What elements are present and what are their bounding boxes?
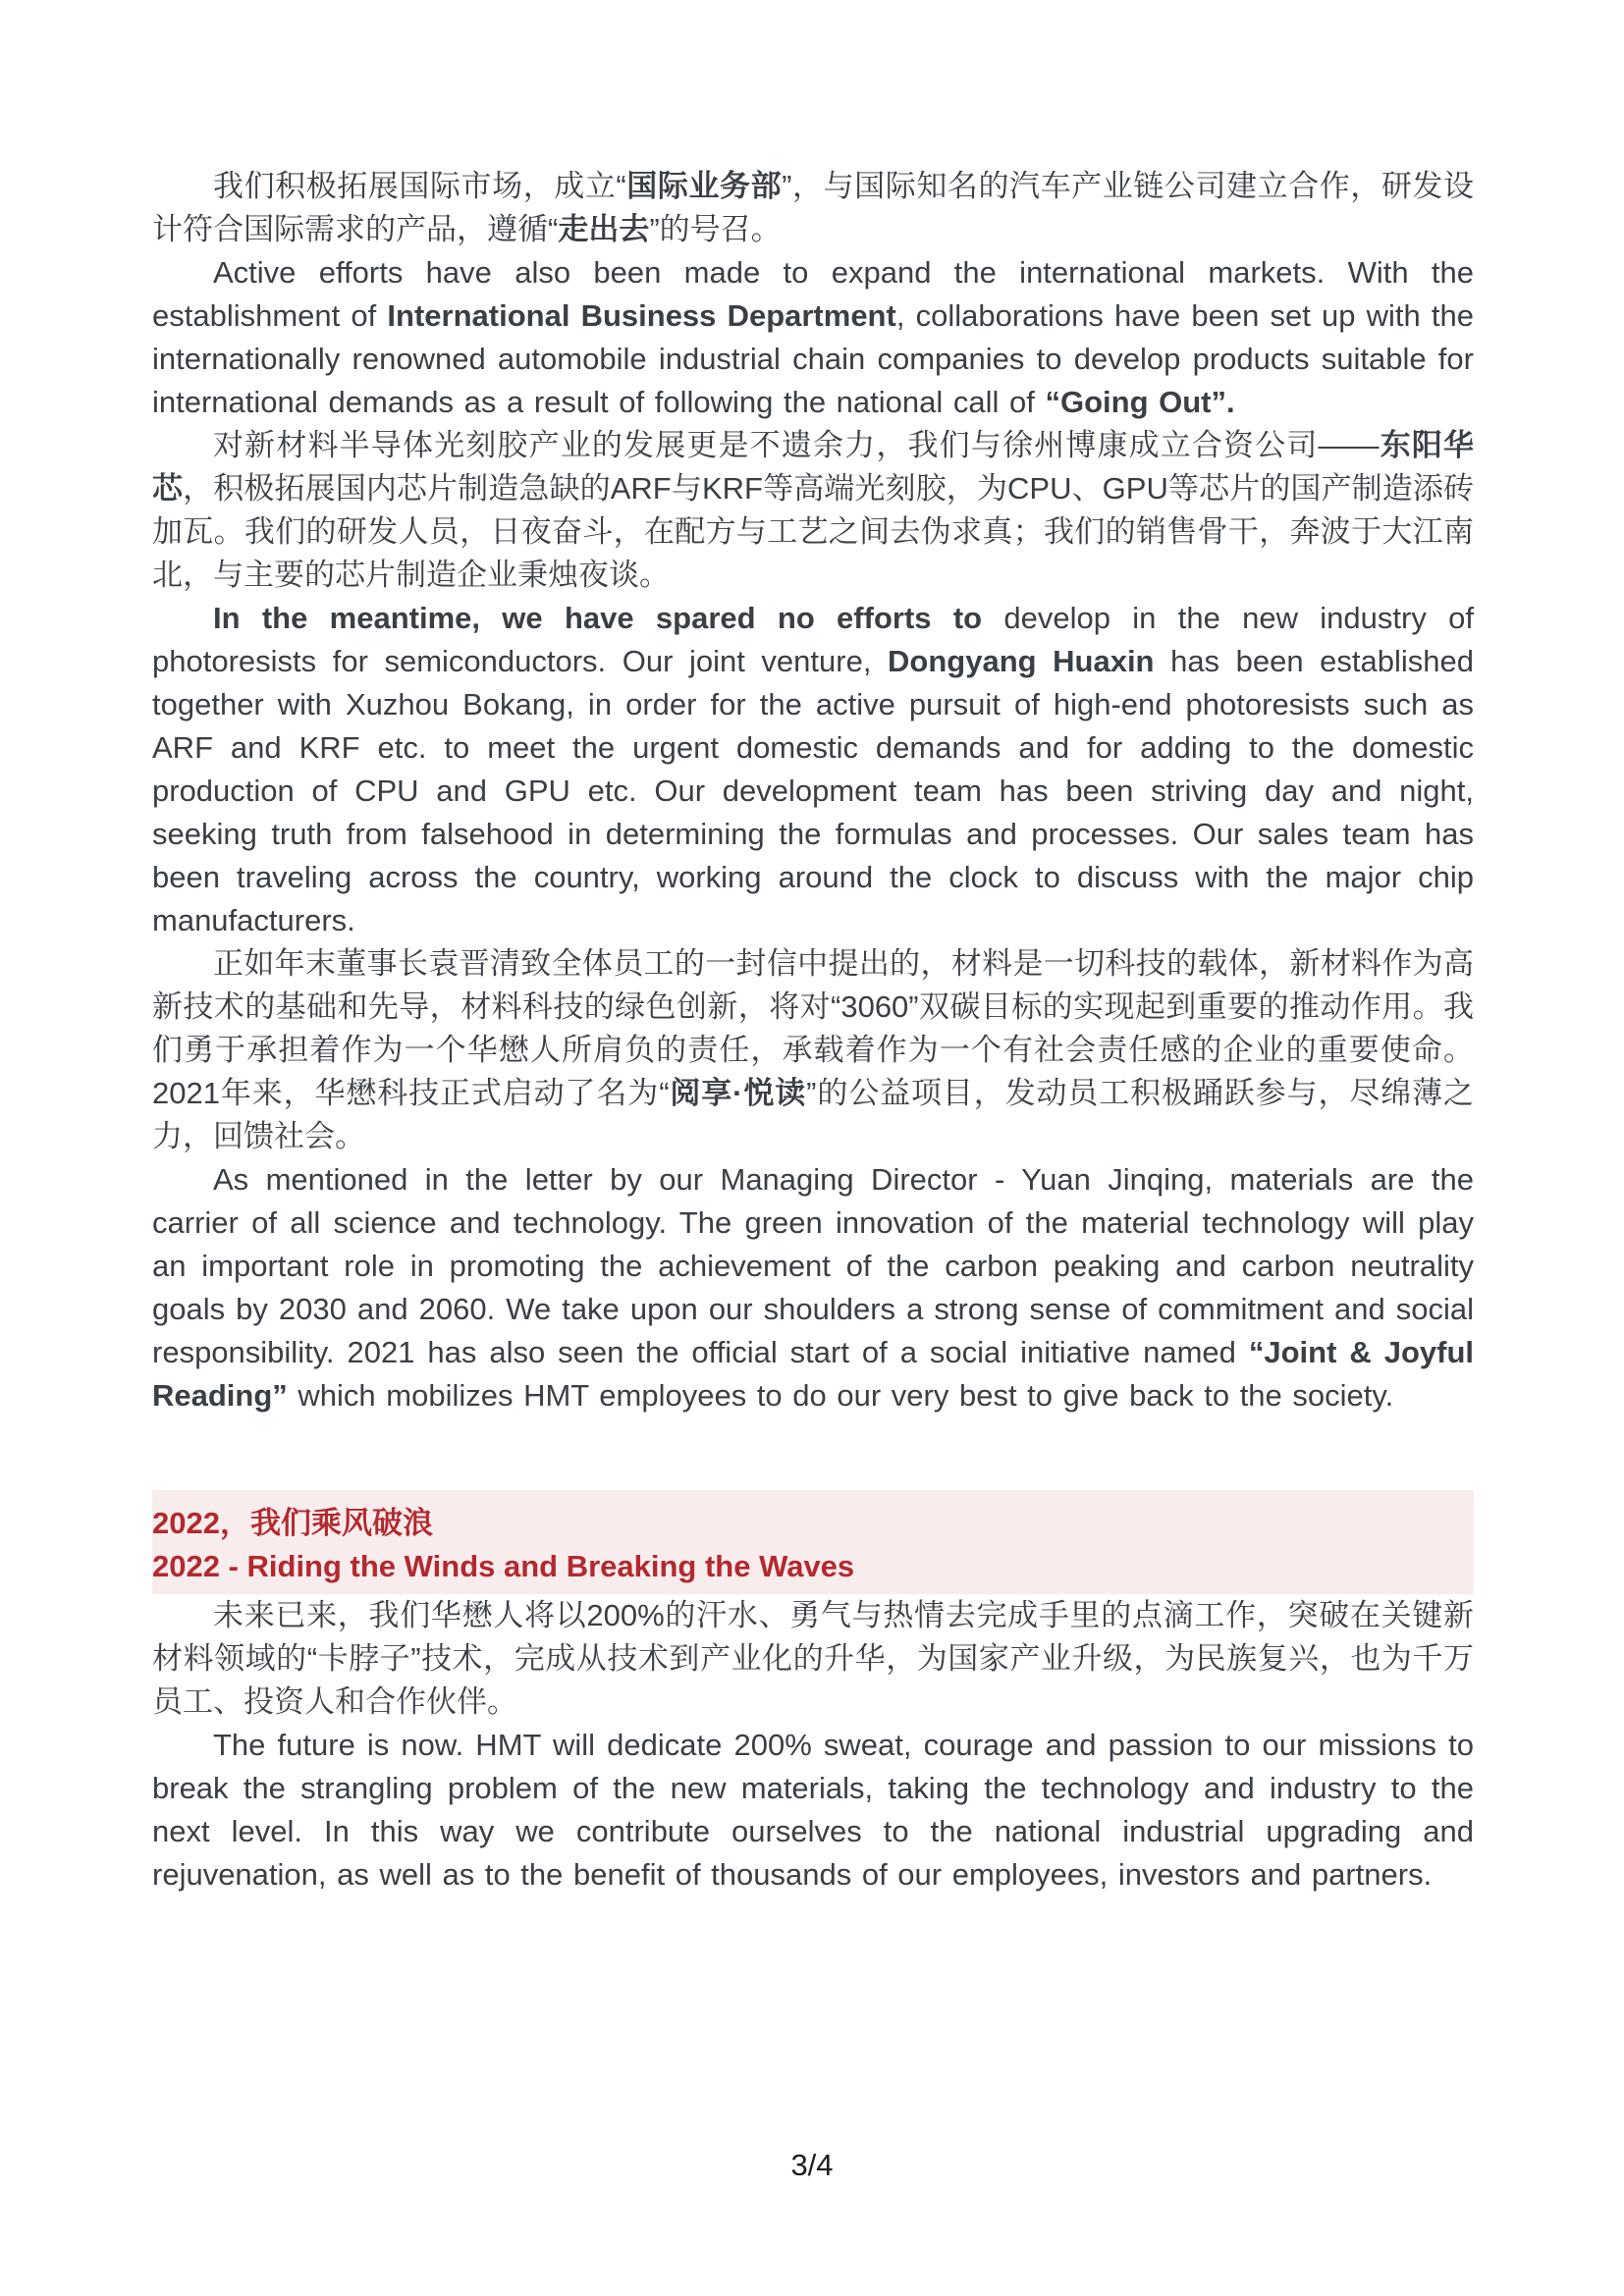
text-segment: , collaborations have been set up with the internationally renowned automobile industrial chain companies to develop products suitable for international demands as a result of following the national call of bbox=[152, 298, 1474, 419]
text-segment: 我们积极拓展国际市场，成立“ bbox=[213, 169, 626, 203]
section-heading-en: 2022 - Riding the Winds and Breaking the Waves bbox=[152, 1549, 855, 1583]
page-number: 3/4 bbox=[790, 2148, 834, 2182]
text-segment: 对新材料半导体光刻胶产业的发展更是不遗余力，我们与徐州博康成立合资公司—— bbox=[213, 428, 1380, 462]
paragraph-en-photoresist bbox=[152, 597, 1474, 942]
bold-segment: In the meantime, we have spared no efforts to bbox=[213, 601, 1004, 635]
paragraph-en-international-market bbox=[152, 251, 1474, 424]
bold-segment: “Going Out”. bbox=[1045, 385, 1235, 419]
bold-segment: 阅享·悦读 bbox=[669, 1076, 807, 1110]
paragraph-en-future bbox=[152, 1724, 1474, 1896]
text-segment: which mobilizes HMT employees to do our very best to give back to the society. bbox=[287, 1378, 1394, 1413]
text-segment: ”的号召。 bbox=[649, 212, 782, 246]
paragraph-zh-social-responsibility bbox=[152, 942, 1474, 1158]
text-segment: has been established together with Xuzhou Bokang, in order for the active pursuit of high-end photoresists such as ARF and KRF etc. to meet the urgent domestic demands and for adding to the domestic production of CPU and GPU etc. Our development team has been striving day and night, seeking truth from falsehood in determining the formulas and processes. Our sales team has been traveling across the country, working around the clock to discuss with the major chip manufacturers. bbox=[152, 644, 1474, 937]
text-segment: Active efforts have also been made to expand the international markets. With the establishment of bbox=[152, 255, 1474, 333]
bold-segment: Dongyang Huaxin bbox=[888, 644, 1155, 678]
bold-segment: 东阳华芯 bbox=[152, 428, 1475, 506]
text-segment: ，积极拓展国内芯片制造急缺的ARF与KRF等高端光刻胶，为CPU、GPU等芯片的国产制造添砖加瓦。我们的研发人员，日夜奋斗，在配方与工艺之间去伪求真；我们的销售骨干，奔波于大江南北，与主要的芯片制造企业秉烛夜谈。 bbox=[152, 471, 1475, 592]
bold-segment: 走出去 bbox=[558, 212, 650, 246]
text-segment: develop in the new industry of photoresists for semiconductors. Our joint venture, bbox=[152, 601, 1474, 678]
paragraph-zh-photoresist bbox=[152, 424, 1474, 597]
document-page bbox=[152, 165, 1474, 1896]
section-heading-block bbox=[152, 1490, 1474, 1594]
text-segment: 正如年末董事长袁晋清致全体员工的一封信中提出的，材料是一切科技的载体，新材料作为高新技术的基础和先导，材料科技的绿色创新，将对“3060”双碳目标的实现起到重要的推动作用。我们勇于承担着作为一个华懋人所肩负的责任，承载着作为一个有社会责任感的企业的重要使命。2021年来，华懋科技正式启动了名为“ bbox=[152, 946, 1474, 1110]
text-segment: As mentioned in the letter by our Managing Director - Yuan Jinqing, materials are the carrier of all science and technology. The green innovation of the material technology will play an important role in promoting the achievement of the carbon peaking and carbon neutrality goals by 2030 and 2060. We take upon our shoulders a strong sense of commitment and social responsibility. 2021 has also seen the official start of a social initiative named bbox=[152, 1162, 1474, 1369]
text-segment: ”，与国际知名的汽车产业链公司建立合作，研发设计符合国际需求的产品，遵循“ bbox=[152, 169, 1475, 246]
paragraph-en-social-responsibility bbox=[152, 1158, 1474, 1417]
text-segment: The future is now. HMT will dedicate 200% sweat, courage and passion to our missions to break the strangling problem of the new materials, taking the technology and industry to the next level. In this way we contribute ourselves to the national industrial upgrading and rejuvenation, as well as to the benefit of thousands of our employees, investors and partners. bbox=[152, 1728, 1474, 1892]
paragraph-zh-future bbox=[152, 1594, 1474, 1724]
bold-segment: International Business Department bbox=[387, 298, 896, 333]
section-heading-zh: 2022，我们乘风破浪 bbox=[152, 1506, 433, 1540]
text-segment: ”的公益项目，发动员工积极踊跃参与，尽绵薄之力，回馈社会。 bbox=[152, 1076, 1474, 1153]
paragraph-zh-international-market bbox=[152, 165, 1474, 251]
bold-segment: 国际业务部 bbox=[625, 169, 783, 203]
text-segment: 未来已来，我们华懋人将以200%的汗水、勇气与热情去完成手里的点滴工作，突破在关键新材料领域的“卡脖子”技术，完成从技术到产业化的升华，为国家产业升级，为民族复兴，也为千万员工、投资人和合作伙伴。 bbox=[152, 1598, 1474, 1719]
bold-segment: “Joint & Joyful Reading” bbox=[152, 1335, 1475, 1413]
